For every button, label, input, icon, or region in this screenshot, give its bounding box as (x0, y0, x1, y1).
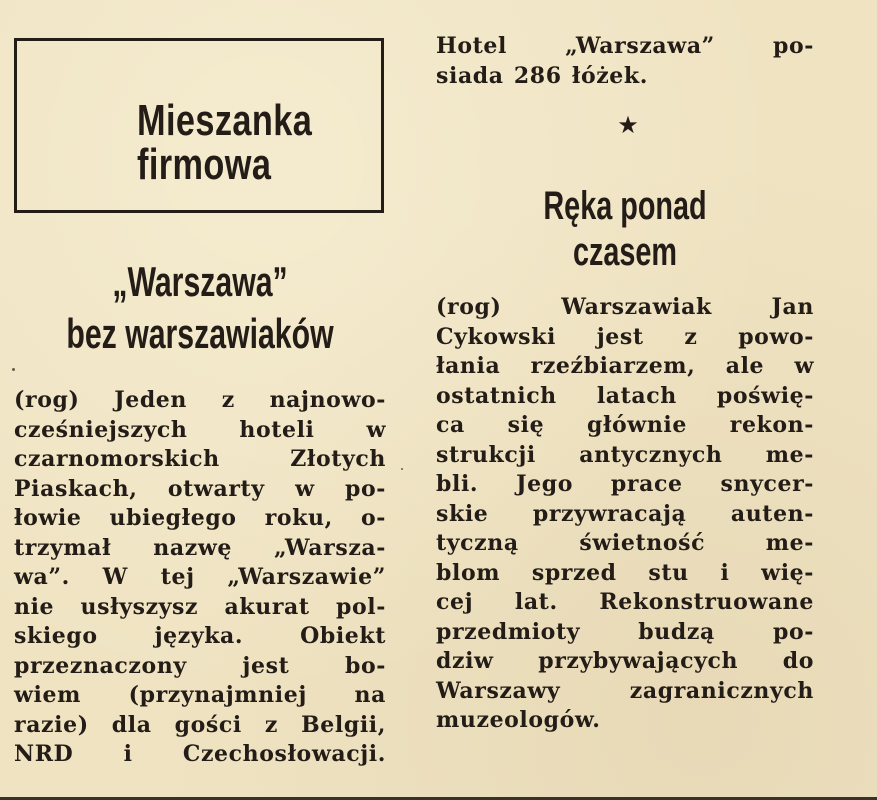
text-line: wa”. W tej „Warszawie” (14, 564, 386, 590)
text-line: przedmioty budzą po- (436, 618, 814, 645)
text-line: blom sprzed stu i wię- (436, 559, 814, 586)
text-line: Warszawy zagranicznych (436, 677, 814, 704)
text-line: skiego języka. Obiekt (14, 623, 386, 649)
text-line: bli. Jego prace snycer- (436, 471, 814, 497)
section-title-box (14, 38, 384, 213)
left-column (14, 38, 386, 770)
text-line: skie przywracają auten- (436, 500, 814, 527)
text-line: (rog) Warszawiak Jan (436, 294, 814, 320)
article-headline-warszawa: „Warszawa” bez warszawiaków (66, 258, 334, 357)
text-line: razie) dla gości z Belgii, (14, 711, 386, 738)
text-line: ca się głównie rekon- (436, 412, 814, 438)
text-line: nie usłyszysz akurat pol- (14, 593, 386, 620)
text-line: przeznaczony jest bo- (14, 652, 386, 679)
text-line: Hotel „Warszawa” po- (436, 33, 814, 59)
text-line: siada 286 łóżek. (436, 62, 649, 89)
article-headline-reka: Ręka ponad czasem (543, 184, 707, 274)
text-line: dziw przybywających do (436, 648, 814, 674)
right-column (436, 32, 814, 736)
print-speck (401, 468, 403, 470)
article-body-reka (436, 293, 814, 736)
text-line: czarnomorskich Złotych (14, 446, 386, 472)
text-line: łania rzeźbiarzem, ale w (436, 353, 814, 379)
article-continuation (436, 32, 814, 91)
text-line: muzeologów. (436, 707, 601, 733)
star-separator-icon: ★ (617, 111, 639, 139)
text-line: cej lat. Rekonstruowane (436, 589, 814, 615)
section-title: Mieszanka firmowa (137, 96, 313, 189)
text-line: Cykowski jest z powo- (436, 323, 814, 350)
text-line: Piaskach, otwarty w po- (14, 475, 386, 502)
text-line: NRD i Czechosłowacji. (14, 741, 386, 767)
print-speck (12, 368, 15, 371)
article-body-warszawa (14, 386, 386, 770)
text-line: trzymał nazwę „Warsza- (14, 534, 386, 561)
text-line: cześniejszych hoteli w (14, 416, 386, 443)
text-line: (rog) Jeden z najnowo- (14, 387, 386, 413)
text-line: wiem (przynajmniej na (14, 682, 386, 708)
text-line: tyczną świetność me- (436, 530, 814, 556)
text-line: ostatnich latach poświę- (436, 382, 814, 409)
text-line: łowie ubiegłego roku, o- (14, 505, 386, 531)
text-line: strukcji antycznych me- (436, 441, 814, 468)
